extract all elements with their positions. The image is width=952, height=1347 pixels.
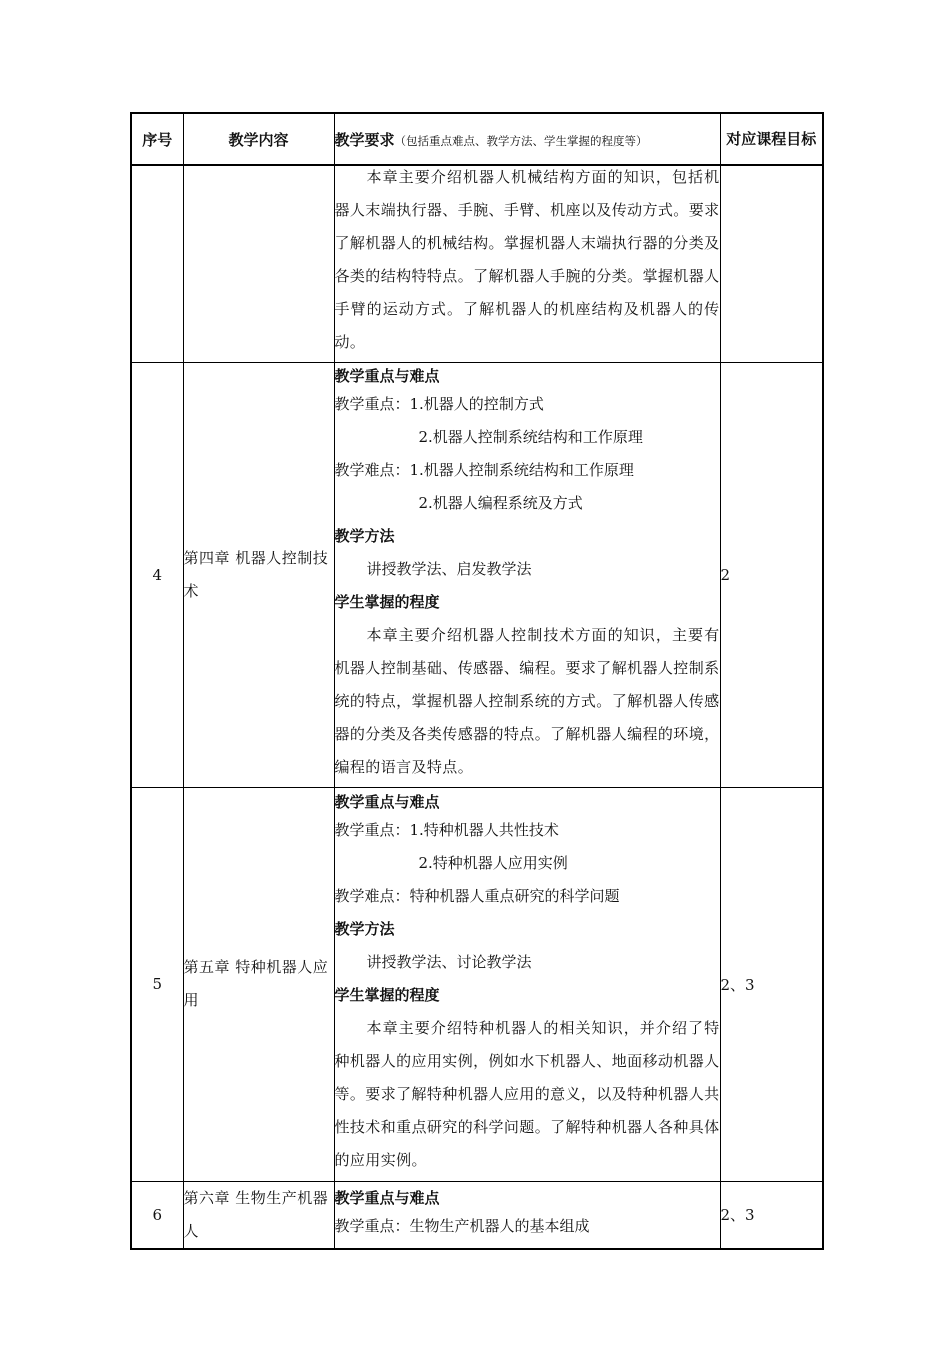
table-row-6 xyxy=(131,1181,823,1249)
row3-num xyxy=(131,165,183,362)
table-row-3-continued xyxy=(131,165,823,362)
row6-num: 6 xyxy=(131,1181,183,1249)
header-requirements xyxy=(334,113,720,165)
row4-section-mastery: 学生掌握的程度 xyxy=(334,593,440,611)
table-row-4 xyxy=(131,362,823,787)
row4-target: 2 xyxy=(720,362,823,787)
row4-key-point-2: 2.机器人控制系统结构和工作原理 xyxy=(418,428,643,446)
row4-key-point-1: 教学重点：1.机器人的控制方式 xyxy=(334,395,544,413)
syllabus-table xyxy=(130,112,824,1250)
row4-method: 讲授教学法、启发教学法 xyxy=(366,560,532,578)
row4-mastery-text: 本章主要介绍机器人控制技术方面的知识，主要有机器人控制基础、传感器、编程。要求了解机器人控制系统的特点，掌握机器人控制系统的方式。了解机器人传感器的分类及各类传感器的特点。了解机器人编程的环境，编程的语言及特点。 xyxy=(334,626,720,776)
row5-mastery-text: 本章主要介绍特种机器人的相关知识，并介绍了特种机器人的应用实例，例如水下机器人、地面移动机器人等。要求了解特种机器人应用的意义，以及特种机器人共性技术和重点研究的科学问题。了解特种机器人各种具体的应用实例。 xyxy=(334,1019,720,1169)
row4-difficulty-2: 2.机器人编程系统及方式 xyxy=(418,494,583,512)
header-requirements-note: （包括重点难点、教学方法、学生掌握的程度等） xyxy=(394,133,648,148)
row5-key-point-2: 2.特种机器人应用实例 xyxy=(418,854,568,872)
row5-section-key-points: 教学重点与难点 xyxy=(334,793,440,811)
row5-section-mastery: 学生掌握的程度 xyxy=(334,986,440,1004)
row6-key-point-1: 教学重点：生物生产机器人的基本组成 xyxy=(334,1216,590,1235)
row5-num: 5 xyxy=(131,787,183,1181)
row6-requirements xyxy=(334,1181,720,1249)
row6-topic: 第六章 生物生产机器人 xyxy=(183,1181,334,1249)
header-seq: 序号 xyxy=(131,113,183,165)
row5-key-point-1: 教学重点：1.特种机器人共性技术 xyxy=(334,821,559,839)
row5-difficulty-1: 教学难点：特种机器人重点研究的科学问题 xyxy=(334,887,620,905)
row4-section-key-points: 教学重点与难点 xyxy=(334,367,440,385)
row3-mastery-text: 本章主要介绍机器人机械结构方面的知识，包括机器人末端执行器、手腕、手臂、机座以及传动方式。要求了解机器人的机械结构。掌握机器人末端执行器的分类及各类的结构特特点。了解机器人手腕的分类。掌握机器人手臂的运动方式。了解机器人的机座结构及机器人的传动。 xyxy=(334,167,720,351)
header-content: 教学内容 xyxy=(183,113,334,165)
header-row xyxy=(131,113,823,165)
table-row-5 xyxy=(131,787,823,1181)
row6-section-key-points: 教学重点与难点 xyxy=(334,1188,440,1207)
row4-section-method: 教学方法 xyxy=(334,527,395,545)
row5-method: 讲授教学法、讨论教学法 xyxy=(366,953,532,971)
row3-topic xyxy=(183,165,334,362)
row3-requirements xyxy=(334,165,720,362)
row5-target: 2、3 xyxy=(720,787,823,1181)
row4-difficulty-1: 教学难点：1.机器人控制系统结构和工作原理 xyxy=(334,461,634,479)
row4-requirements xyxy=(334,362,720,787)
row6-target: 2、3 xyxy=(720,1181,823,1249)
row5-requirements xyxy=(334,787,720,1181)
header-target: 对应课程目标 xyxy=(720,113,823,165)
header-requirements-main: 教学要求 xyxy=(334,130,395,149)
row4-num: 4 xyxy=(131,362,183,787)
row3-target xyxy=(720,165,823,362)
row5-topic: 第五章 特种机器人应用 xyxy=(183,787,334,1181)
row4-topic: 第四章 机器人控制技术 xyxy=(183,362,334,787)
row5-section-method: 教学方法 xyxy=(334,920,395,938)
